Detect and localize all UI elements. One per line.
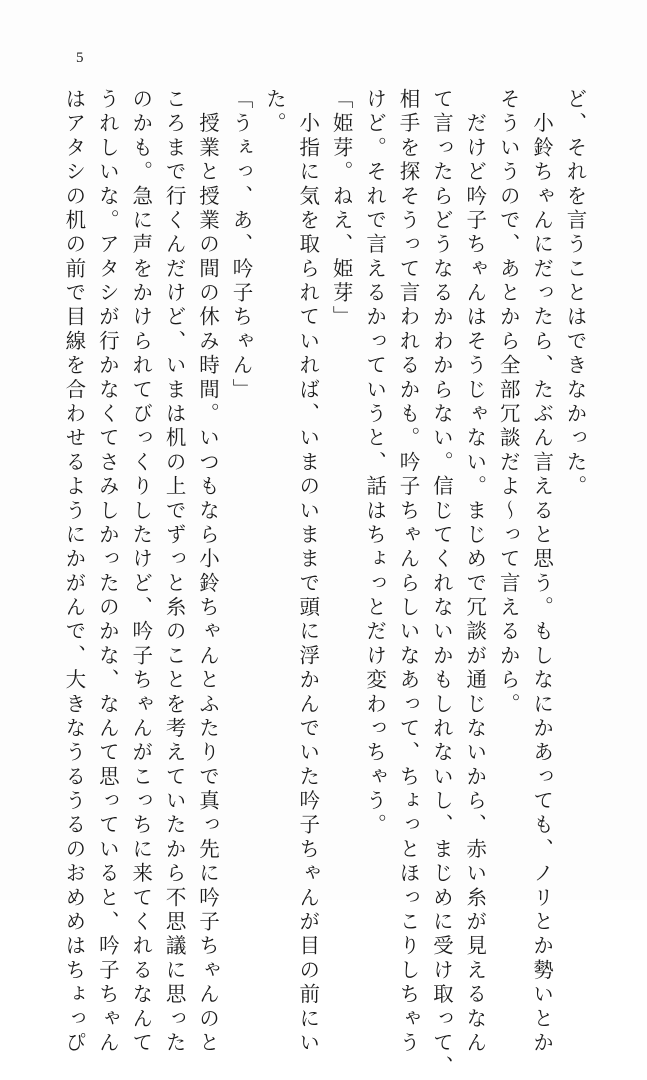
text-line: 小指に気を取られていれば、いまのいままで頭に浮かんでいた吟子ちゃんが目の前にい [295,88,320,1056]
text-line: 授業と授業の間の休み時間。いつもなら小鈴ちゃんとふたりで真っ先に吟子ちゃんのと [195,88,220,1056]
text-line: のかも。急に声をかけられてびっくりしたけど、吟子ちゃんがこっちに来てくれるなんて [128,88,153,1056]
page-number: 5 [76,50,84,66]
text-line: はアタシの机の前で目線を合わせるようにかがんで、大きなうるうるのおめめはちょっぴ [61,88,86,1056]
text-line: うれしいな。アタシが行かなくてさみしかったのかな、なんて思っていると、吟子ちゃん [95,88,120,1056]
text-line: けど。それで言えるかっていうと、話はちょっとだけ変わっちゃう。 [362,88,387,838]
dialogue-line: 「うぇっ、あ、吟子ちゃん」 [228,88,253,403]
text-line: た。 [262,88,287,137]
text-line: 小鈴ちゃんにだったら、たぶん言えると思う。もしなにかあっても、ノリとか勢いとか [529,88,554,1056]
text-line: そういうので、あとから全部冗談だよ〜って言えるから。 [496,88,521,717]
text-line: 相手を探そうって言われるかも。吟子ちゃんらしいなあって、ちょっとほっこりしちゃう [395,88,420,1056]
text-line: ころまで行くんだけど、いまは机の上でずっと糸のことを考えていたから不思議に思った [162,88,187,1056]
body-text [57,88,592,1080]
dialogue-line: 「姫芽。ねえ、姫芽」 [329,88,354,330]
text-line: だけど吟子ちゃんはそうじゃない。まじめで冗談が通じないから、赤い糸が見えるなん [462,88,487,1056]
text-line: ど、それを言うことはできなかった。 [563,88,587,500]
text-line: て言ったらどうなるかわからない。信じてくれないかもしれないし、まじめに受け取って、 [429,88,454,1080]
